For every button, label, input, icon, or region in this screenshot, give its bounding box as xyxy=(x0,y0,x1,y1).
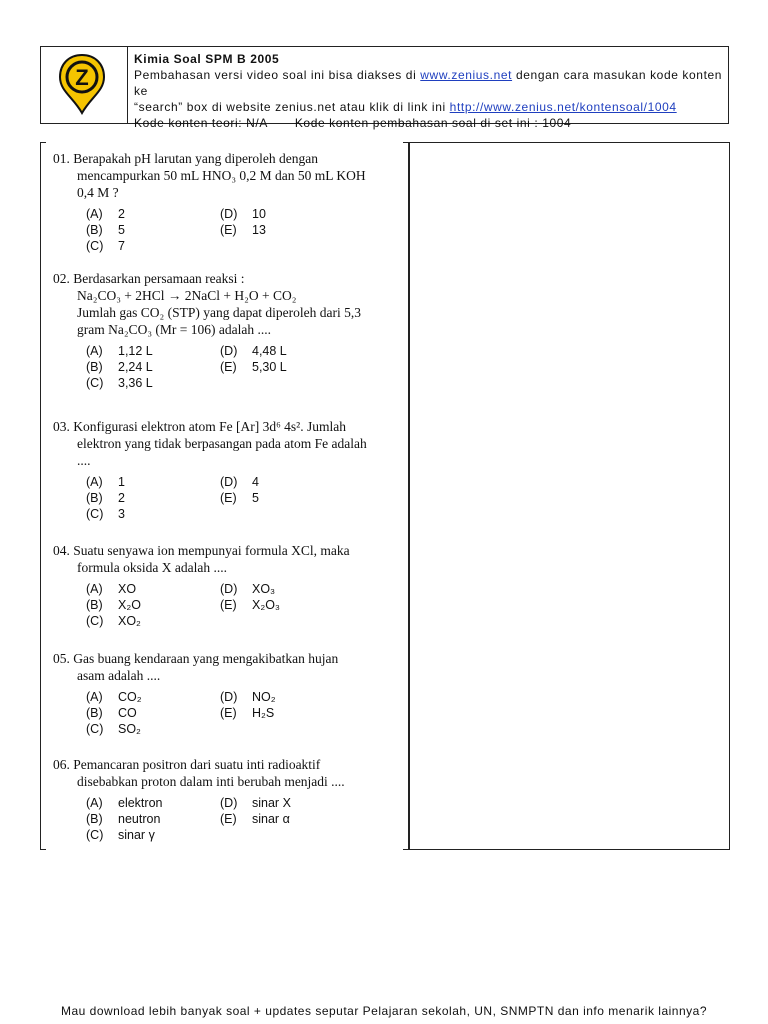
option-value: SO₂ xyxy=(118,722,141,736)
question-text-line: elektron yang tidak berpasangan pada atom Fe adalah xyxy=(77,436,367,451)
option-value: 4,48 L xyxy=(252,344,287,358)
option-a xyxy=(86,344,153,358)
option-b xyxy=(86,812,160,826)
option-label: (C) xyxy=(86,507,104,521)
svg-text:Z: Z xyxy=(75,65,89,90)
question-text-line: Na₂CO₃ + 2HCl → 2NaCl + H₂O + CO₂ xyxy=(77,288,297,303)
option-label: (A) xyxy=(86,207,103,221)
question-text-line: 04. Suatu senyawa ion mempunyai formula XCl, maka xyxy=(53,543,350,558)
option-c xyxy=(86,722,141,736)
option-c xyxy=(86,507,125,521)
option-label: (B) xyxy=(86,491,103,505)
question-column xyxy=(40,142,408,850)
option-label: (A) xyxy=(86,475,103,489)
question-text-line: 05. Gas buang kendaraan yang mengakibatkan hujan xyxy=(53,651,339,666)
option-b xyxy=(86,598,141,612)
option-value: NO₂ xyxy=(252,690,276,704)
option-value: XO xyxy=(118,582,137,596)
option-d xyxy=(220,475,259,489)
option-value: 5,30 L xyxy=(252,360,287,374)
option-label: (D) xyxy=(220,690,238,704)
option-label: (C) xyxy=(86,376,104,390)
header-text xyxy=(134,51,728,131)
zenius-home-link[interactable]: www.zenius.net xyxy=(420,68,513,82)
option-value: 1 xyxy=(118,475,125,489)
option-value: 5 xyxy=(118,223,125,237)
option-value: 2 xyxy=(118,491,125,505)
answer-box xyxy=(409,142,730,850)
option-label: (E) xyxy=(220,491,237,505)
option-value: neutron xyxy=(118,812,161,826)
question-text-line: formula oksida X adalah .... xyxy=(77,560,227,575)
question-text-line: .... xyxy=(77,453,91,468)
option-label: (E) xyxy=(220,812,237,826)
header-line-1-text: Pembahasan versi video soal ini bisa diakses di xyxy=(134,68,421,82)
option-e xyxy=(220,360,287,374)
option-a xyxy=(86,796,162,810)
option-b xyxy=(86,491,125,505)
option-e xyxy=(220,491,259,505)
logo-cell xyxy=(41,47,128,123)
option-e xyxy=(220,598,280,612)
question-text-line: mencampurkan 50 mL HNO₃ 0,2 M dan 50 mL KOH xyxy=(77,168,366,183)
option-label: (A) xyxy=(86,344,103,358)
option-label: (E) xyxy=(220,706,237,720)
option-a xyxy=(86,207,125,221)
option-value: 7 xyxy=(118,239,125,253)
option-label: (C) xyxy=(86,722,104,736)
header-title: Kimia Soal SPM B 2005 xyxy=(134,52,280,66)
option-value: XO₂ xyxy=(118,614,141,628)
footer-text: Mau download lebih banyak soal + updates seputar Pelajaran sekolah, UN, SNMPTN dan info menarik lainnya? xyxy=(60,1004,707,1018)
option-value: 4 xyxy=(252,475,259,489)
header-line-2-text: “search” box di website zenius.net atau klik di link ini xyxy=(134,100,450,114)
option-value: X₂O₃ xyxy=(252,598,281,612)
option-value: 2 xyxy=(118,207,125,221)
question-text-line: 0,4 M ? xyxy=(77,185,119,200)
option-d xyxy=(220,207,266,221)
option-c xyxy=(86,376,153,390)
option-c xyxy=(86,614,141,628)
option-value: H₂S xyxy=(252,706,275,720)
option-d xyxy=(220,690,276,704)
option-label: (E) xyxy=(220,223,237,237)
option-label: (C) xyxy=(86,239,104,253)
option-label: (D) xyxy=(220,344,238,358)
header-line-1-tail: dengan cara masukan kode konten ke xyxy=(134,68,723,98)
option-label: (B) xyxy=(86,812,103,826)
option-d xyxy=(220,344,287,358)
option-label: (B) xyxy=(86,598,103,612)
header-line-2 xyxy=(134,99,728,115)
option-value: elektron xyxy=(118,796,163,810)
option-a xyxy=(86,690,142,704)
option-value: sinar α xyxy=(252,812,290,826)
option-e xyxy=(220,223,266,237)
option-a xyxy=(86,582,136,596)
kontensoal-link[interactable]: http://www.zenius.net/kontensoal/1004 xyxy=(449,100,677,114)
header-line-3: Kode konten teori: N/A Kode konten pembahasan soal di set ini : 1004 xyxy=(134,116,572,130)
option-d xyxy=(220,796,291,810)
option-value: 3 xyxy=(118,507,125,521)
question-text-line: 01. Berapakah pH larutan yang diperoleh dengan xyxy=(53,151,319,166)
option-label: (D) xyxy=(220,796,238,810)
header-line-1 xyxy=(134,67,728,99)
option-value: 13 xyxy=(252,223,266,237)
option-b xyxy=(86,360,153,374)
option-label: (A) xyxy=(86,690,103,704)
option-c xyxy=(86,239,125,253)
option-label: (D) xyxy=(220,207,238,221)
option-value: 10 xyxy=(252,207,266,221)
option-value: X₂O xyxy=(118,598,141,612)
question-text-line: asam adalah .... xyxy=(77,668,161,683)
option-label: (A) xyxy=(86,582,103,596)
option-c xyxy=(86,828,155,842)
header-box xyxy=(40,46,729,130)
option-label: (C) xyxy=(86,828,104,842)
option-label: (B) xyxy=(86,706,103,720)
option-e xyxy=(220,706,274,720)
option-label: (D) xyxy=(220,582,238,596)
option-e xyxy=(220,812,290,826)
option-label: (B) xyxy=(86,223,103,237)
option-label: (B) xyxy=(86,360,103,374)
question-text-line: 02. Berdasarkan persamaan reaksi : xyxy=(53,271,245,286)
question-text-line: Jumlah gas CO₂ (STP) yang dapat diperoleh dari 5,3 xyxy=(77,305,362,320)
option-value: 1,12 L xyxy=(118,344,153,358)
question-text-line: 06. Pemancaran positron dari suatu inti radioaktif xyxy=(53,757,321,772)
question-text-line: 03. Konfigurasi elektron atom Fe [Ar] 3d⁶ 4s². Jumlah xyxy=(53,419,346,434)
option-label: (E) xyxy=(220,360,237,374)
option-value: sinar γ xyxy=(118,828,155,842)
option-value: 5 xyxy=(252,491,259,505)
question-text-line: disebabkan proton dalam inti berubah menjadi .... xyxy=(77,774,345,789)
option-a xyxy=(86,475,125,489)
option-b xyxy=(86,706,137,720)
option-value: 2,24 L xyxy=(118,360,153,374)
option-label: (C) xyxy=(86,614,104,628)
option-d xyxy=(220,582,275,596)
option-value: CO xyxy=(118,706,137,720)
question-text-line: gram Na₂CO₃ (Mr = 106) adalah .... xyxy=(77,322,271,337)
option-value: XO₃ xyxy=(252,582,276,596)
option-label: (A) xyxy=(86,796,103,810)
option-label: (E) xyxy=(220,598,237,612)
option-label: (D) xyxy=(220,475,238,489)
option-value: 3,36 L xyxy=(118,376,153,390)
option-b xyxy=(86,223,125,237)
option-value: CO₂ xyxy=(118,690,142,704)
zenius-logo-icon xyxy=(57,53,107,115)
option-value: sinar X xyxy=(252,796,291,810)
